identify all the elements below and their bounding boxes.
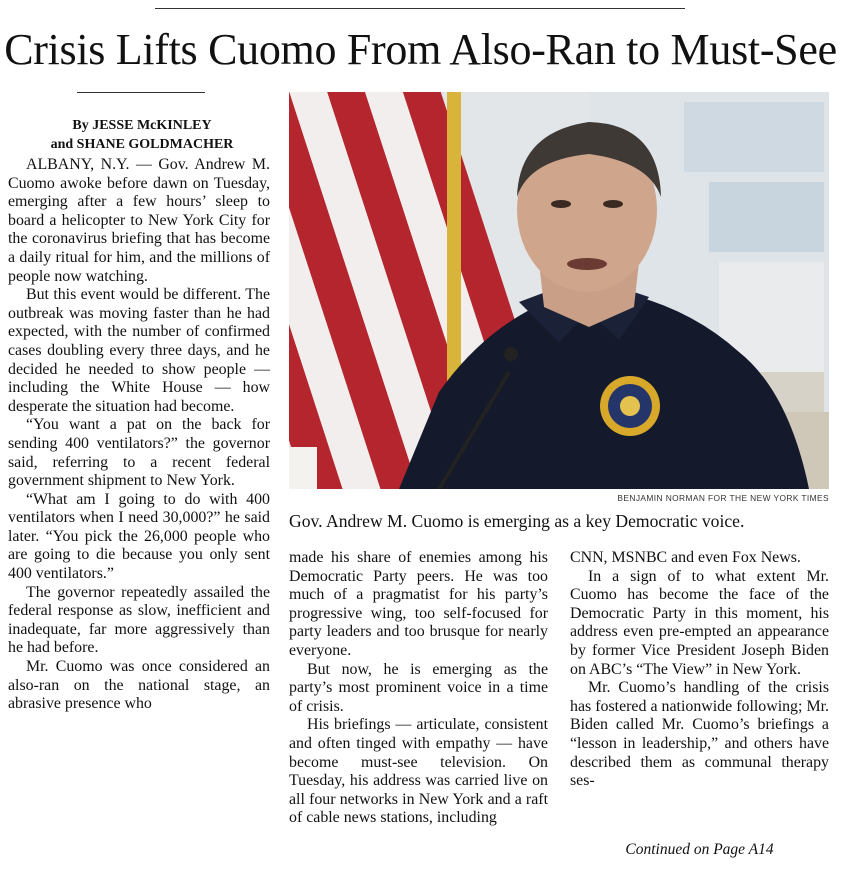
article-column-3 xyxy=(570,549,829,791)
paragraph: “What am I going to do with 400 ventilators when I need 30,000?” he said later. “You pick the 26,000 people who are going to die because you only sent 400 ventilators.” xyxy=(8,490,270,583)
article-column-2 xyxy=(289,549,548,828)
paragraph: But now, he is emerging as the party’s most prominent voice in a time of crisis. xyxy=(289,660,548,715)
paragraph: The governor repeatedly assailed the federal response as slow, inefficient and inadequate, far more aggressively than he had before. xyxy=(8,583,270,657)
paragraph: made his share of enemies among his Democratic Party peers. He was too much of a pragmatist for his party’s progressive wing, too self-focused for party leaders and too brusque for nearly everyone. xyxy=(289,549,548,659)
paragraph: “You want a pat on the back for sending 400 ventilators?” the governor said, referring to a recent federal government shipment to New York. xyxy=(8,416,270,490)
byline xyxy=(8,116,276,154)
paragraph: His briefings — articulate, consistent and often tinged with empathy — have become must-see television. On Tuesday, his address was carried live on all four networks in New York and a raft of cable news stations, including xyxy=(289,716,548,827)
paragraph: Mr. Cuomo was once considered an also-ran on the national stage, an abrasive presence who xyxy=(8,658,270,713)
byline-rule xyxy=(77,92,205,93)
photo-credit: BENJAMIN NORMAN FOR THE NEW YORK TIMES xyxy=(617,493,829,503)
byline-author-1: By JESSE McKINLEY xyxy=(72,118,212,133)
headline: Crisis Lifts Cuomo From Also-Ran to Must-See xyxy=(4,25,837,74)
paragraph: But this event would be different. The outbreak was moving faster than he had expected, with the number of confirmed cases doubling every three days, and he decided he needed to show people — including the White House — how desperate the situation had become. xyxy=(8,286,270,415)
paragraph: ALBANY, N.Y. — Gov. Andrew M. Cuomo awoke before dawn on Tuesday, emerging after a few hours’ sleep to board a helicopter to New York City for the coronavirus briefing that has become a daily ritual for him, and the millions of people now watching. xyxy=(8,156,270,285)
paragraph: Mr. Cuomo’s handling of the crisis has fostered a nationwide following; Mr. Biden called Mr. Cuomo’s briefings a “lesson in leadership,” and others have described them as communal therapy ses- xyxy=(570,679,829,790)
paragraph: In a sign of to what extent Mr. Cuomo has become the face of the Democratic Party in this moment, his address even pre-empted an appearance by former Vice President Joseph Biden on ABC’s “The View” in New York. xyxy=(570,567,829,678)
masthead-rule xyxy=(155,8,685,9)
photo-caption: Gov. Andrew M. Cuomo is emerging as a key Democratic voice. xyxy=(289,511,745,531)
paragraph: CNN, MSNBC and even Fox News. xyxy=(570,549,801,566)
article-column-1 xyxy=(8,156,270,714)
news-photo xyxy=(289,92,829,489)
byline-author-2: and SHANE GOLDMACHER xyxy=(50,137,234,152)
continued-jump-line: Continued on Page A14 xyxy=(625,841,774,858)
